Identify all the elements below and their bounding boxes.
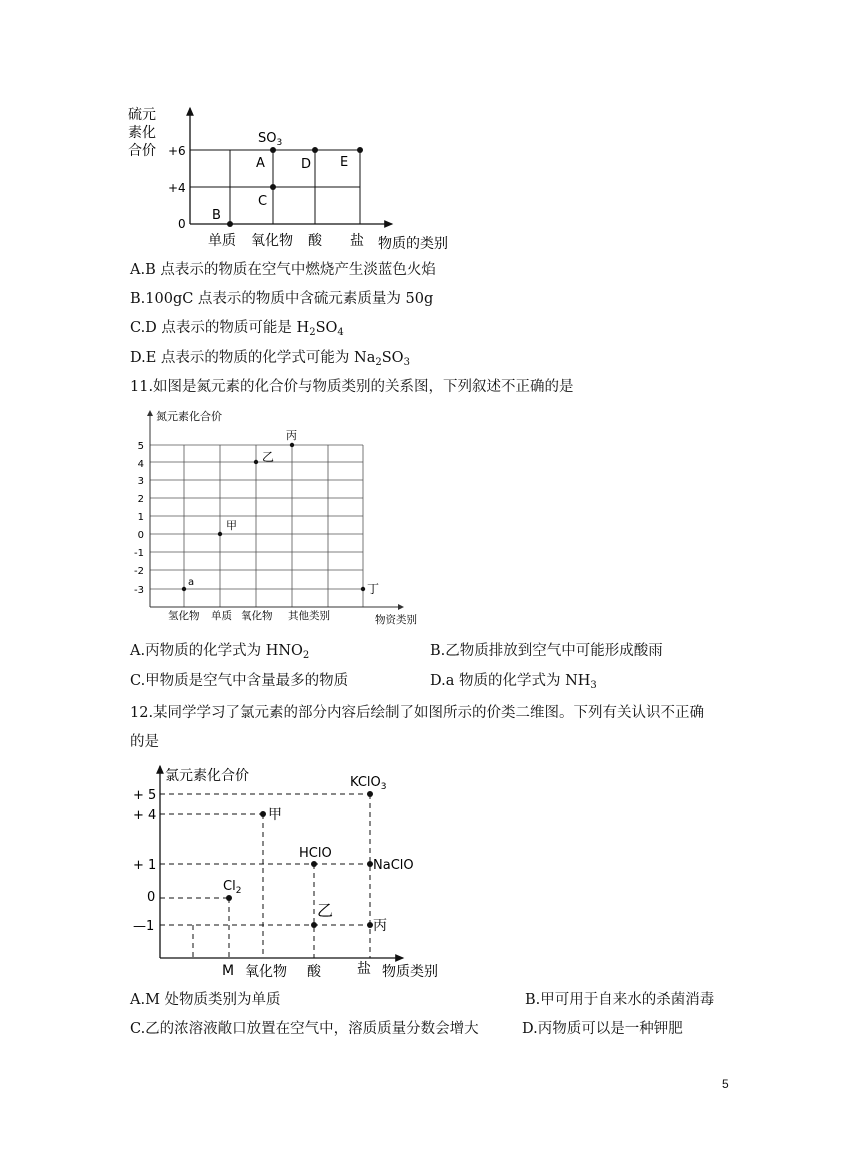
y-tick: 0: [137, 530, 144, 541]
point-A: [270, 147, 276, 153]
q12-option-d: D.丙物质可以是一种钾肥: [522, 1021, 683, 1037]
label-jia: 甲: [226, 519, 237, 532]
q12-option-a: A.M 处物质类别为单质: [130, 992, 281, 1008]
q11-option-c: C.甲物质是空气中含量最多的物质: [130, 673, 349, 689]
x-category: 盐: [357, 961, 371, 977]
label-B: B: [212, 208, 221, 223]
label-yi: 乙: [262, 450, 275, 464]
y-tick: 3: [137, 476, 144, 487]
label-SO3: $SO_3$: [258, 131, 283, 148]
x-category: 氧化物: [251, 233, 293, 249]
y-tick: 4: [137, 459, 144, 470]
y-label-line-2: 素化: [128, 125, 156, 141]
q12-stem-line-1: 12.某同学学习了氯元素的部分内容后绘制了如图所示的价类二维图。下列有关认识不正确: [130, 705, 705, 721]
y-tick: 0: [178, 217, 186, 231]
label-A: A: [256, 156, 265, 171]
point-E: [357, 147, 363, 153]
point-KClO3: [367, 791, 373, 797]
point-B: [227, 221, 233, 227]
nitrogen-valence-chart: [128, 405, 428, 630]
x-category: 氢化物: [168, 610, 200, 622]
q10-option-c: C.D 点表示的物质可能是 $H_2SO_4$: [130, 320, 344, 338]
point-Cl2: [226, 895, 232, 901]
label-a: a: [188, 577, 195, 588]
label-jia: 甲: [268, 807, 282, 823]
label-D: D: [301, 157, 312, 172]
label-HClO: HClO: [299, 846, 332, 861]
page-number: 5: [722, 1077, 729, 1091]
q10-option-a: A.B 点表示的物质在空气中燃烧产生淡蓝色火焰: [130, 262, 436, 278]
label-yi: 乙: [317, 901, 334, 920]
y-tick: -1: [134, 548, 144, 559]
x-category: 单质: [211, 610, 232, 622]
label-NaClO: NaClO: [373, 858, 414, 873]
x-axis-label: 物质的类别: [378, 236, 448, 252]
q12-option-b: B.甲可用于自来水的杀菌消毒: [525, 992, 715, 1008]
point-a: [182, 587, 186, 591]
x-category: 氧化物: [241, 610, 273, 622]
y-label-line-3: 合价: [128, 143, 156, 159]
y-tick: 1: [137, 512, 144, 523]
y-tick: -3: [134, 585, 144, 596]
y-tick: + 4: [133, 808, 157, 823]
point-jia: [260, 811, 266, 817]
y-tick: +4: [168, 181, 186, 195]
point-D: [312, 147, 318, 153]
y-tick: 2: [137, 494, 144, 505]
x-category: 酸: [308, 233, 322, 249]
q11-option-d: D.a 物质的化学式为 $NH_3$: [430, 673, 597, 691]
label-bing: 丙: [286, 429, 297, 442]
label-E: E: [340, 155, 349, 170]
q10-option-d: D.E 点表示的物质的化学式可能为 $Na_2SO_3$: [130, 350, 410, 368]
q10-option-b: B.100gC 点表示的物质中含硫元素质量为 50g: [130, 291, 434, 307]
label-ding: 丁: [367, 582, 380, 596]
x-category: 酸: [307, 964, 321, 980]
point-HClO: [311, 861, 317, 867]
label-KClO3: KClO$_3$: [350, 775, 387, 792]
chlorine-valence-chart: [125, 760, 465, 982]
x-category: M: [222, 963, 235, 979]
label-Cl2: $Cl_2$: [223, 879, 242, 896]
x-axis-label: 物质类别: [382, 964, 438, 980]
point-yi: [254, 460, 258, 464]
label-C: C: [258, 194, 268, 209]
point-C: [270, 184, 276, 190]
y-axis-label: 氮元素化合价: [156, 410, 222, 423]
q11-stem: 11.如图是氮元素的化合价与物质类别的关系图，下列叙述不正确的是: [130, 379, 574, 395]
y-tick: -2: [134, 566, 144, 577]
x-category: 氧化物: [245, 964, 287, 980]
y-tick: 0: [147, 890, 156, 905]
y-tick: 5: [137, 441, 144, 452]
q11-option-a: A.丙物质的化学式为 $HNO_2$: [130, 643, 310, 661]
q11-option-b: B.乙物质排放到空气中可能形成酸雨: [430, 643, 663, 659]
point-ding: [361, 587, 365, 591]
x-category: 其他类别: [288, 610, 330, 622]
y-label-line-1: 硫元: [128, 107, 156, 123]
point-bing: [290, 443, 294, 447]
q12-stem-line-2: 的是: [130, 734, 159, 750]
label-bing: 丙: [373, 918, 387, 934]
y-axis-label: 氯元素化合价: [165, 768, 249, 784]
x-category: 盐: [350, 233, 364, 249]
y-tick: +6: [168, 144, 186, 158]
q12-option-c: C.乙的浓溶液敞口放置在空气中，溶质质量分数会增大: [130, 1021, 479, 1037]
y-tick: + 1: [133, 858, 157, 873]
x-category: 单质: [208, 233, 236, 249]
y-tick: —1: [133, 919, 155, 934]
y-tick: + 5: [133, 788, 157, 803]
point-yi: [311, 922, 317, 928]
x-axis-label: 物资类别: [375, 614, 417, 626]
point-jia: [218, 532, 222, 536]
sulfur-valence-chart: [120, 100, 450, 255]
